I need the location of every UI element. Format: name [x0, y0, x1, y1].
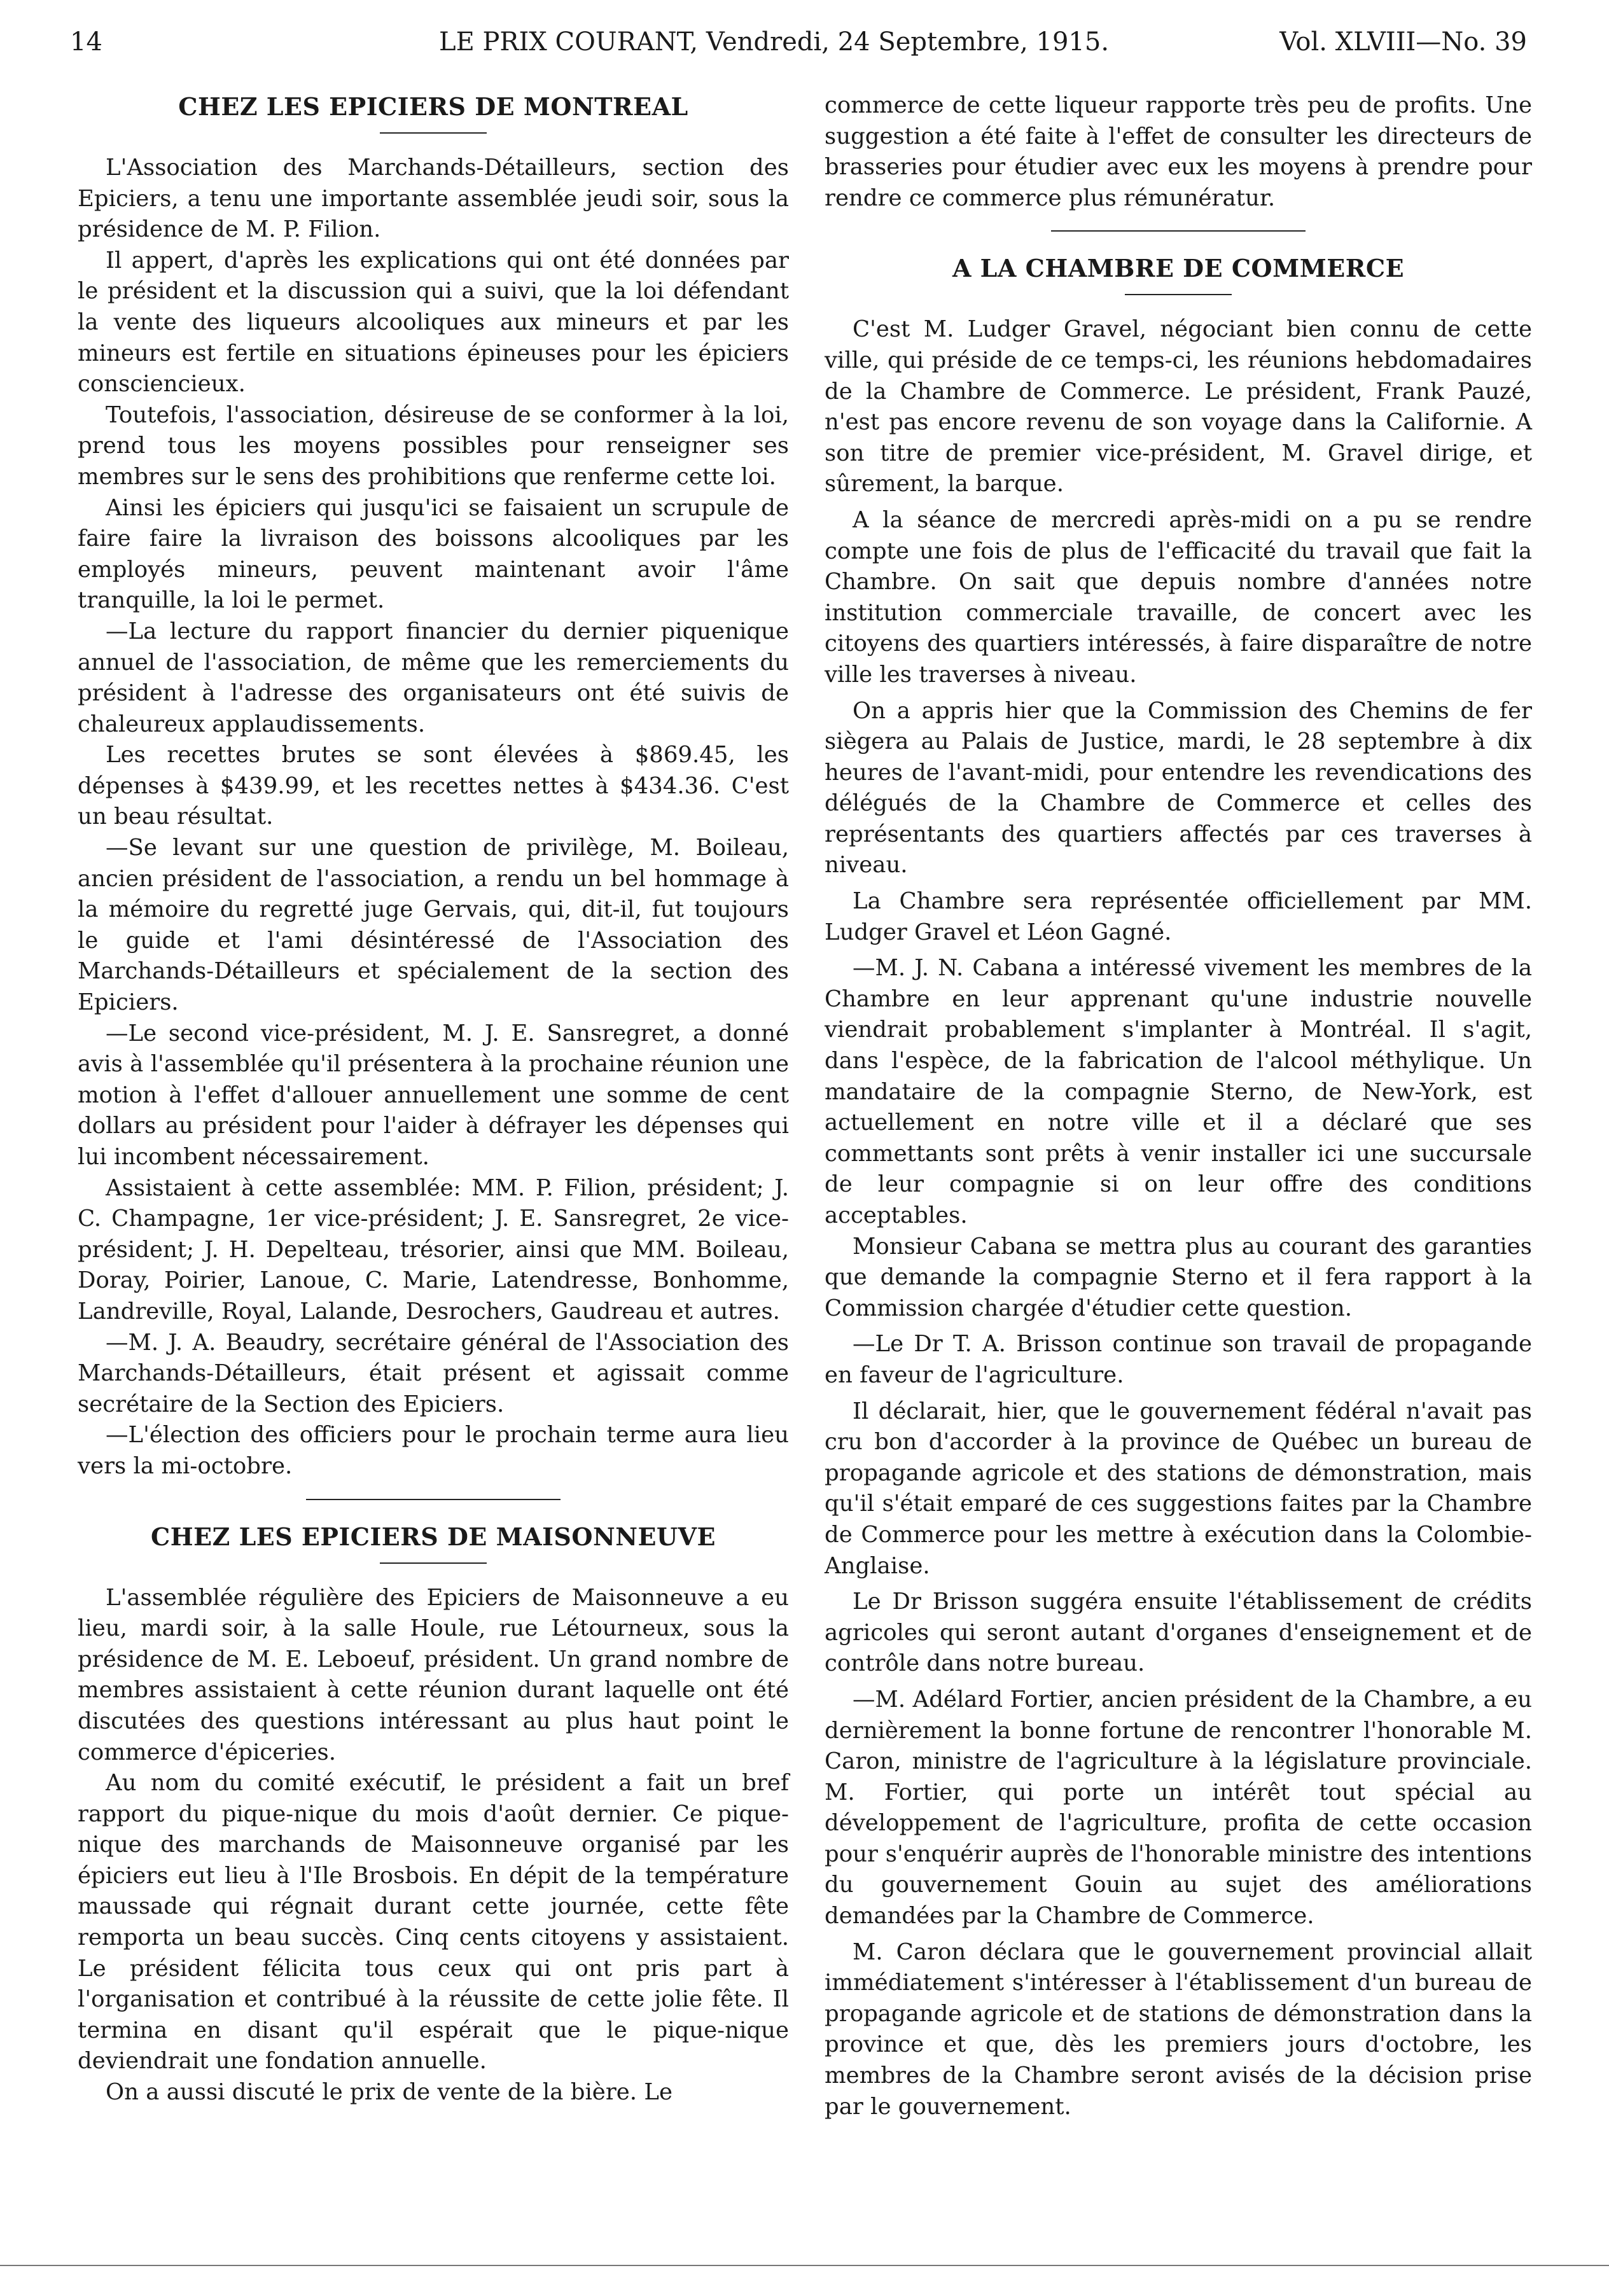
paragraph: —M. J. N. Cabana a intéressé vivement les membres de la Chambre en leur apprenant qu'une industrie nouvelle viendrait probablement s'implanter à Montréal. Il s'agit, dans l'espèce, de la fabrication de l'alcool méthylique. Un mandataire de la compagnie Sterno, de New-York, est actuellement en notre ville et il a déclaré que ses commettants sont prêts à venir installer ici une succursale de leur compagnie si on leur offre des conditions acceptables.	[825, 955, 1532, 1228]
section-heading-chambre: A LA CHAMBRE DE COMMERCE	[952, 254, 1405, 283]
page-header	[70, 23, 1527, 61]
heading-divider	[380, 1562, 487, 1564]
paragraph: On a appris hier que la Commission des Chemins de fer siègera au Palais de Justice, mardi, le 28 septembre à dix heures de l'avant-midi, pour entendre les revendications des délégués de la Chambre de Commerce et celles des représentants des quartiers affectés par ces traverses à niveau.	[825, 697, 1532, 879]
paragraph: Il appert, d'après les explications qui ont été données par le président et la discussion qui a suivi, que la loi défendant la vente des liqueurs alcooliques aux mineurs et par les mineurs est fertile en situations épineuses pour les épiciers consciencieux.	[78, 247, 789, 398]
paragraph: Toutefois, l'association, désireuse de se conformer à la loi, prend tous les moyens possibles pour renseigner ses membres sur le sens des prohibitions que renferme cette loi.	[78, 401, 789, 490]
paragraph: —L'élection des officiers pour le prochain terme aura lieu vers la mi-octobre.	[78, 1422, 789, 1479]
paragraph: —M. J. A. Beaudry, secrétaire général de l'Association des Marchands-Détailleurs, était présent et agissait comme secrétaire de la Section des Epiciers.	[78, 1329, 789, 1417]
paragraph: Assistaient à cette assemblée: MM. P. Filion, président; J. C. Champagne, 1er vice-président; J. E. Sansregret, 2e vice-président; J. H. Depelteau, trésorier, ainsi que MM. Boileau, Doray, Poirier, Lanoue, C. Marie, Latendresse, Bonhomme, Landreville, Royal, Lalande, Desrochers, Gaudreau et autres.	[78, 1174, 789, 1325]
heading-divider	[380, 132, 487, 134]
paragraph: Monsieur Cabana se mettra plus au courant des garanties que demande la compagnie Sterno et il fera rapport à la Commission chargée d'étudier cette question.	[825, 1233, 1532, 1321]
section-divider	[306, 1499, 561, 1500]
paragraph: L'Association des Marchands-Détailleurs, section des Epiciers, a tenu une importante assemblée jeudi soir, sous la présidence de M. P. Filion.	[78, 155, 789, 243]
paragraph: A la séance de mercredi après-midi on a pu se rendre compte une fois de plus de l'efficacité du travail que fait la Chambre. On sait que depuis nombre d'années notre institution commerciale travaille, de concert avec les citoyens des quartiers intéressés, à faire disparaître de notre ville les traverses à niveau.	[825, 506, 1532, 688]
page-bottom-rule	[0, 2265, 1609, 2266]
paragraph: Au nom du comité exécutif, le président a fait un bref rapport du pique-nique du mois d'août dernier. Ce pique-nique des marchands de Maisonneuve organisé par les épiciers eut lieu à l'Ile Brosbois. En dépit de la température maussade qui régnait durant cette journée, cette fête remporta un beau succès. Cinq cents citoyens y assistaient. Le président félicita tous ceux qui ont pris part à l'organisation et contribué à la réussite de cette jolie fête. Il termina en disant qu'il espérait que le pique-nique deviendrait une fondation annuelle.	[78, 1770, 789, 2075]
paragraph: La Chambre sera représentée officiellement par MM. Ludger Gravel et Léon Gagné.	[825, 888, 1532, 945]
heading-divider	[1125, 294, 1232, 295]
paragraph: On a aussi discuté le prix de vente de la bière. Le	[106, 2079, 672, 2106]
paragraph: —Le second vice-président, M. J. E. Sansregret, a donné avis à l'assemblée qu'il présentera à la prochaine réunion une motion à l'effet d'allouer annuellement une somme de cent dollars au président pour l'aider à défrayer les dépenses qui lui incombent nécessairement.	[78, 1020, 789, 1170]
section-heading-montreal: CHEZ LES EPICIERS DE MONTREAL	[178, 92, 688, 121]
paragraph: —M. Adélard Fortier, ancien président de la Chambre, a eu dernièrement la bonne fortune de rencontrer l'honorable M. Caron, ministre de l'agriculture à la législature provinciale. M. Fortier, qui porte un intérêt tout spécial au développement de l'agriculture, profita de cette occasion pour s'enquérir auprès de l'honorable ministre des intentions du gouvernement Gouin au sujet des améliorations demandées par la Chambre de Commerce.	[825, 1686, 1532, 1930]
paragraph: Il déclarait, hier, que le gouvernement fédéral n'avait pas cru bon d'accorder à la province de Québec un bureau de propagande agricole et des stations de démonstration, mais qu'il s'était emparé de ces suggestions faites par la Chambre de Commerce pour les mettre à exécution dans la Colombie-Anglaise.	[825, 1398, 1532, 1579]
paragraph: L'assemblée régulière des Epiciers de Maisonneuve a eu lieu, mardi soir, à la salle Houle, rue Létourneux, sous la présidence de M. E. Leboeuf, président. Un grand nombre de membres assistaient à cette réunion durant laquelle ont été discutées des questions intéressant au plus haut point le commerce d'épiceries.	[78, 1584, 789, 1765]
paragraph: M. Caron déclara que le gouvernement provincial allait immédiatement s'intéresser à l'établissement d'un bureau de propagande agricole et de stations de démonstration dans la province et que, dès les premiers jours d'octobre, les membres de la Chambre seront avisés de la décision prise par le gouvernement.	[825, 1938, 1532, 2120]
right-column	[825, 90, 1532, 2122]
paragraph: —La lecture du rapport financier du dernier piquenique annuel de l'association, de même que les remerciements du président à l'adresse des organisateurs ont été suivis de chaleureux applaudissements.	[78, 618, 789, 737]
paragraph: Le Dr Brisson suggéra ensuite l'établissement de crédits agricoles qui seront autant d'organes d'enseignement et de contrôle dans notre bureau.	[825, 1589, 1532, 1677]
paragraph: C'est M. Ludger Gravel, négociant bien connu de cette ville, qui préside de ce temps-ci, les réunions hebdomadaires de la Chambre de Commerce. Le président, Frank Pauzé, n'est pas encore revenu de son voyage dans la Californie. A son titre de premier vice-président, M. Gravel dirige, et sûrement, la barque.	[825, 316, 1532, 497]
page-number: 14	[70, 27, 102, 57]
paragraph: Les recettes brutes se sont élevées à $869.45, les dépenses à $439.99, et les recettes nettes à $434.36. C'est un beau résultat.	[78, 742, 789, 830]
paragraph: Ainsi les épiciers qui jusqu'ici se faisaient un scrupule de faire faire la livraison des boissons alcooliques par les employés mineurs, peuvent maintenant avoir l'âme tranquille, la loi le permet.	[78, 494, 789, 614]
section-divider	[1051, 230, 1306, 232]
section-heading-maisonneuve: CHEZ LES EPICIERS DE MAISONNEUVE	[150, 1522, 716, 1551]
left-column	[78, 90, 789, 2108]
volume-number: Vol. XLVIII—No. 39	[1279, 27, 1527, 57]
paragraph: —Le Dr T. A. Brisson continue son travail de propagande en faveur de l'agriculture.	[825, 1331, 1532, 1388]
publication-title: LE PRIX COURANT, Vendredi, 24 Septembre, 1915.	[439, 27, 1110, 57]
paragraph-continuation: commerce de cette liqueur rapporte très peu de profits. Une suggestion a été faite à l'effet de consulter les directeurs de brasseries pour étudier avec eux les moyens à prendre pour rendre ce commerce plus rémunératur.	[825, 92, 1532, 211]
paragraph: —Se levant sur une question de privilège, M. Boileau, ancien président de l'association, a rendu un bel hommage à la mémoire du regretté juge Gervais, qui, dit-il, fut toujours le guide et l'ami désintéressé de l'Association des Marchands-Détailleurs et spécialement de la section des Epiciers.	[78, 835, 789, 1016]
